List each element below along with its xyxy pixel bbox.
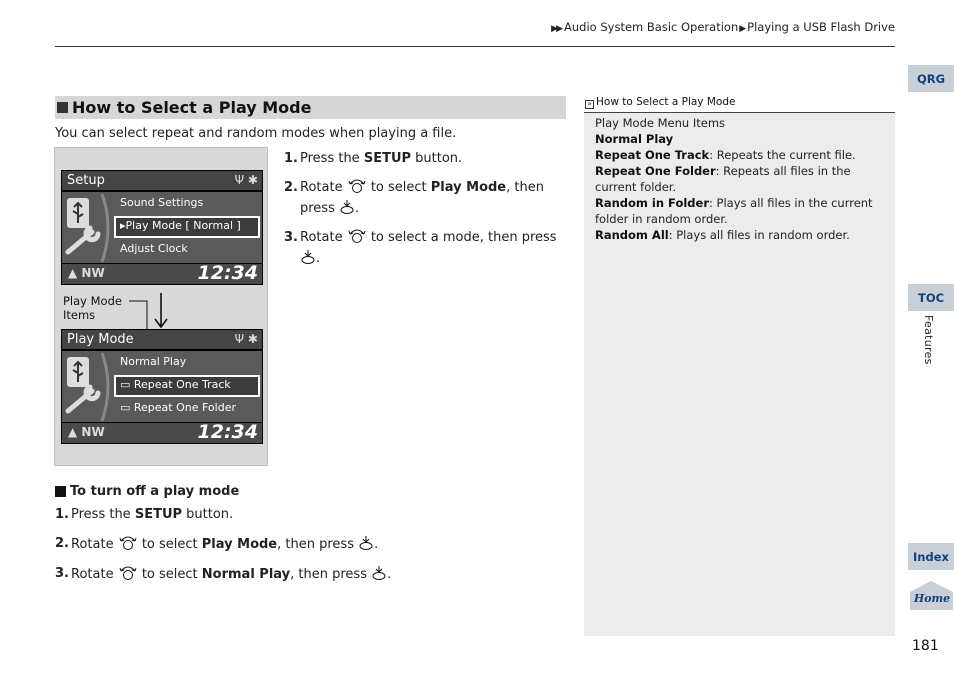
menu-item-normal-play: Normal Play — [120, 355, 187, 368]
screen-status-bar — [62, 423, 262, 443]
repeat-icon: ▭ — [120, 378, 134, 391]
index-tab[interactable]: Index — [908, 543, 954, 570]
side-note-panel — [584, 95, 895, 636]
note-item-repeat-one-folder: Repeat One Folder: Repeats all files in the current folder. — [595, 164, 851, 194]
turn-off-steps — [55, 506, 555, 595]
turn-off-step-3: 3. Rotate to select Normal Play, then press . — [55, 566, 392, 582]
selector-knob-press-icon — [339, 199, 355, 215]
step-2: 2. Rotate to select Play Mode, then press . — [284, 180, 544, 216]
turn-off-step-2: 2. Rotate to select Play Mode, then press . — [55, 536, 379, 552]
setup-screen — [61, 170, 263, 285]
step-1: 1. Press the SETUP button. — [284, 151, 463, 166]
display-illustration — [54, 147, 268, 466]
breadcrumb — [551, 20, 895, 34]
usb-wrench-icon — [62, 351, 110, 422]
down-arrow-icon — [154, 293, 168, 329]
intro-text: You can select repeat and random modes when playing a file. — [55, 126, 457, 141]
screen-title: Setup Ψ ✱ — [62, 171, 262, 190]
square-bullet-icon — [55, 486, 66, 497]
usb-bluetooth-icon: Ψ ✱ — [234, 332, 258, 346]
breadcrumb-link-audio[interactable]: Audio System Basic Operation — [564, 20, 739, 34]
note-item-repeat-one-track: Repeat One Track: Repeats the current file. — [595, 148, 856, 162]
arrow-icon: ▶ — [739, 24, 747, 34]
screen-menu — [62, 351, 262, 422]
note-reference-icon: » — [585, 100, 594, 109]
note-header: » How to Select a Play Mode — [584, 95, 895, 113]
note-item-random-all: Random All: Plays all files in random order. — [595, 228, 850, 242]
selector-knob-rotate-icon — [347, 228, 367, 244]
selector-knob-rotate-icon — [347, 178, 367, 194]
turn-off-step-1: 1. Press the SETUP button. — [55, 507, 234, 522]
screen-menu — [62, 192, 262, 263]
step-3: 3. Rotate to select a mode, then press . — [284, 230, 557, 266]
selector-knob-press-icon — [300, 249, 316, 265]
screen-status-bar — [62, 264, 262, 284]
procedure-steps — [284, 148, 574, 277]
qrg-tab[interactable]: QRG — [908, 65, 954, 92]
selector-knob-press-icon — [358, 535, 374, 551]
menu-item-play-mode: ▸Play Mode [ Normal ] — [120, 219, 241, 232]
screen-title: Play Mode Ψ ✱ — [62, 330, 262, 349]
header-divider — [55, 46, 895, 47]
play-mode-items-callout: Play Mode Items — [63, 294, 122, 322]
home-button[interactable] — [909, 580, 954, 610]
section-header — [55, 96, 566, 119]
subsection-heading: To turn off a play mode — [55, 484, 239, 499]
compass-indicator: ▲ NW — [68, 266, 105, 280]
double-arrow-icon: ▶▶ — [551, 24, 562, 34]
compass-indicator: ▲ NW — [68, 425, 105, 439]
note-intro: Play Mode Menu Items — [595, 116, 726, 130]
clock-display: 12:34 — [197, 421, 258, 443]
breadcrumb-link-usb[interactable]: Playing a USB Flash Drive — [747, 20, 895, 34]
menu-item-repeat-one-folder: ▭ Repeat One Folder — [120, 401, 236, 414]
usb-bluetooth-icon: Ψ ✱ — [234, 173, 258, 187]
section-title: How to Select a Play Mode — [72, 98, 312, 117]
usb-wrench-icon — [62, 192, 110, 263]
square-bullet-icon — [57, 102, 68, 113]
repeat-folder-icon: ▭ — [120, 401, 134, 414]
note-body — [595, 115, 887, 243]
play-mode-screen — [61, 329, 263, 444]
menu-item-repeat-one-track: ▭ Repeat One Track — [120, 378, 231, 391]
selector-knob-rotate-icon — [118, 535, 138, 551]
svg-text:Home: Home — [913, 592, 951, 605]
selector-knob-press-icon — [371, 565, 387, 581]
note-item-normal-play: Normal Play — [595, 132, 674, 146]
note-item-random-in-folder: Random in Folder: Plays all files in the current folder in random order. — [595, 196, 873, 226]
selector-knob-rotate-icon — [118, 565, 138, 581]
page-number: 181 — [912, 638, 939, 654]
menu-item-adjust-clock: Adjust Clock — [120, 242, 188, 255]
menu-item-sound-settings: Sound Settings — [120, 196, 204, 209]
clock-display: 12:34 — [197, 262, 258, 284]
chapter-label: Features — [922, 315, 935, 365]
toc-tab[interactable]: TOC — [908, 284, 954, 311]
